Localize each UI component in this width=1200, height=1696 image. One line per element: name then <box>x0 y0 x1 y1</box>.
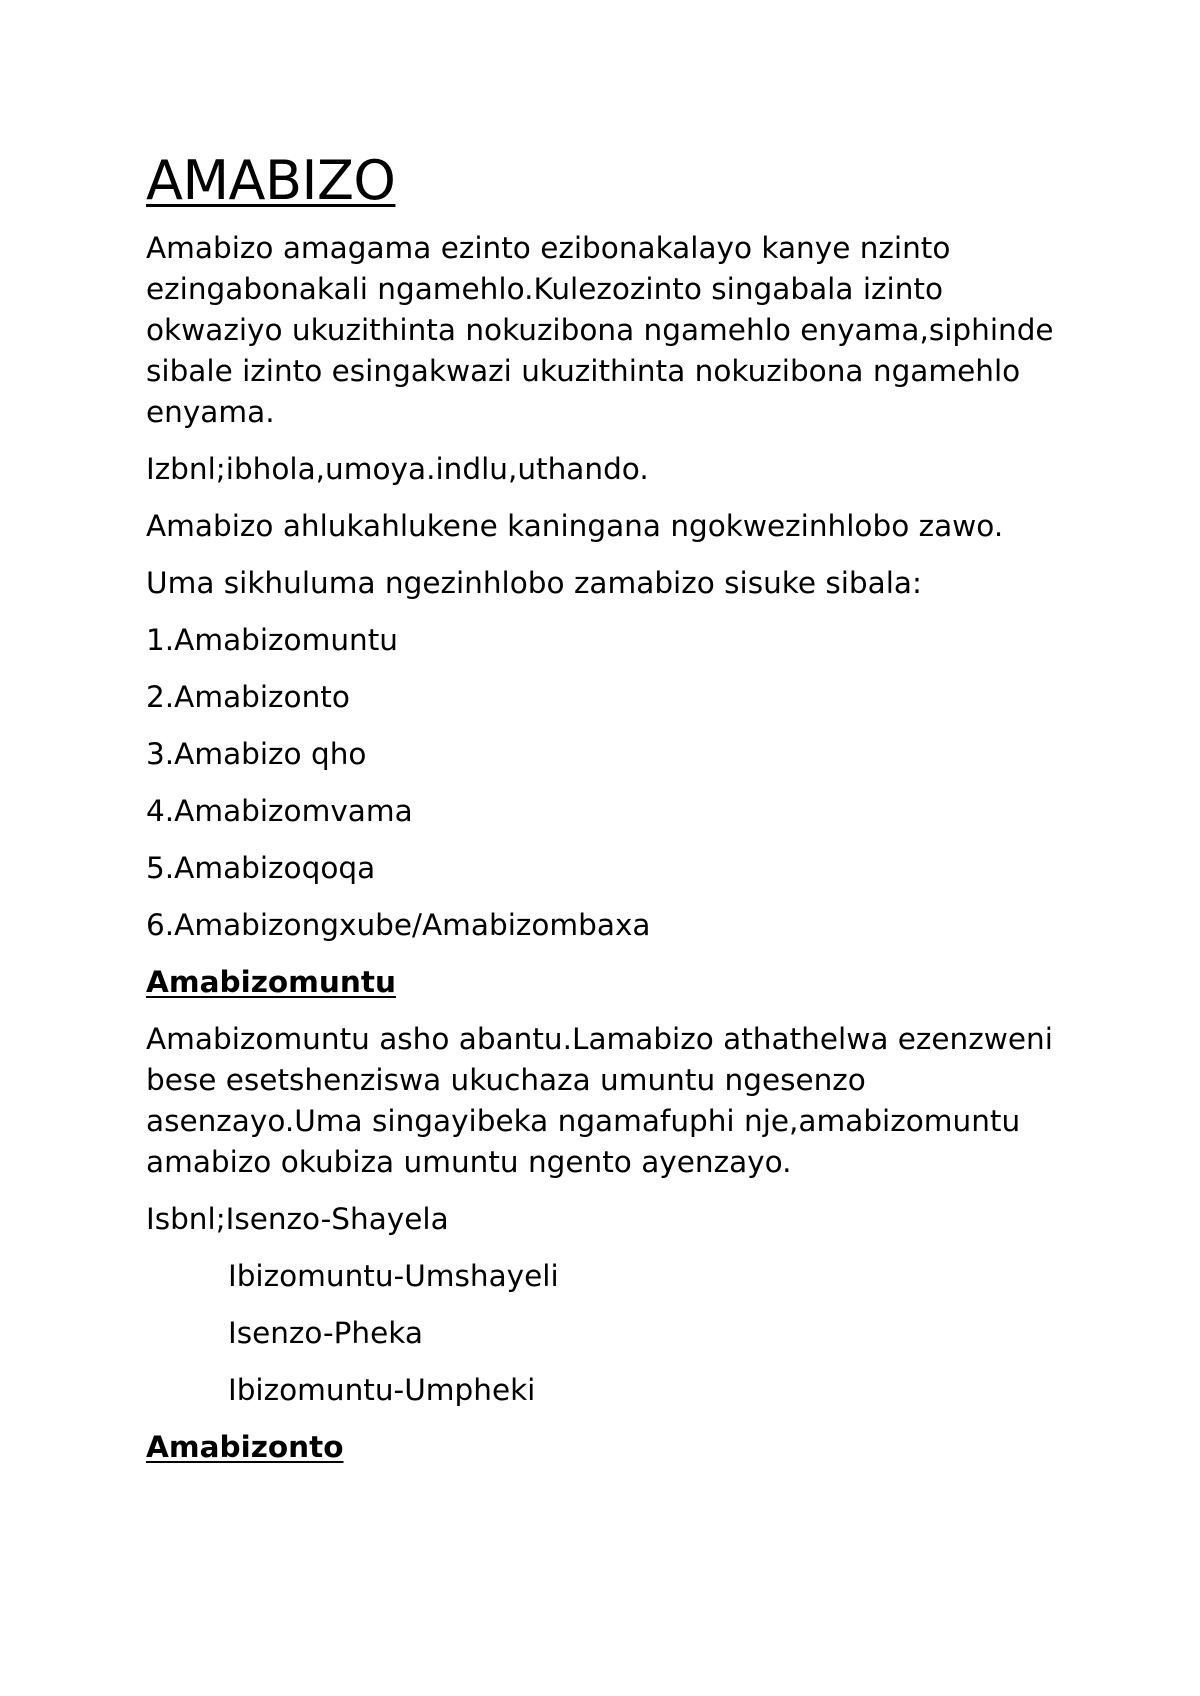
section-heading-amabizonto: Amabizonto <box>146 1430 344 1464</box>
document-page <box>146 148 1066 1484</box>
list-item: 4.Amabizomvama <box>146 794 413 828</box>
example-line: Izbnl;ibhola,umoya.indlu,uthando. <box>146 452 649 486</box>
amabizomuntu-example-item: Isenzo-Pheka <box>228 1316 423 1350</box>
list-item: 1.Amabizomuntu <box>146 623 398 657</box>
amabizomuntu-example-item: Ibizomuntu-Umpheki <box>228 1373 536 1407</box>
list-item: 5.Amabizoqoqa <box>146 851 376 885</box>
types-intro: Uma sikhuluma ngezinhlobo zamabizo sisuke sibala: <box>146 566 922 600</box>
list-item: 6.Amabizongxube/Amabizombaxa <box>146 908 651 942</box>
intro-paragraph: Amabizo amagama ezinto ezibonakalayo kanye nzinto ezingabonakali ngamehlo.Kulezozinto singabala izinto okwaziyo ukuzithinta nokuzibona ngamehlo enyama,siphinde sibale izinto esingakwazi ukuzithinta nokuzibona ngamehlo enyama. <box>146 231 1054 429</box>
list-item: 2.Amabizonto <box>146 680 350 714</box>
amabizomuntu-paragraph: Amabizomuntu asho abantu.Lamabizo athathelwa ezenzweni bese esetshenziswa ukuchaza umuntu ngesenzo asenzayo.Uma singayibeka ngamafuphi nje,amabizomuntu amabizo okubiza umuntu ngento ayenzayo. <box>146 1022 1053 1179</box>
variety-paragraph: Amabizo ahlukahlukene kaningana ngokwezinhlobo zawo. <box>146 509 1004 543</box>
document-title: AMABIZO <box>146 149 396 212</box>
amabizomuntu-example-item: Ibizomuntu-Umshayeli <box>228 1259 559 1293</box>
amabizomuntu-example-first: Isbnl;Isenzo-Shayela <box>146 1202 449 1236</box>
list-item: 3.Amabizo qho <box>146 737 367 771</box>
section-heading-amabizomuntu: Amabizomuntu <box>146 965 396 999</box>
noun-types-list <box>146 620 1066 946</box>
